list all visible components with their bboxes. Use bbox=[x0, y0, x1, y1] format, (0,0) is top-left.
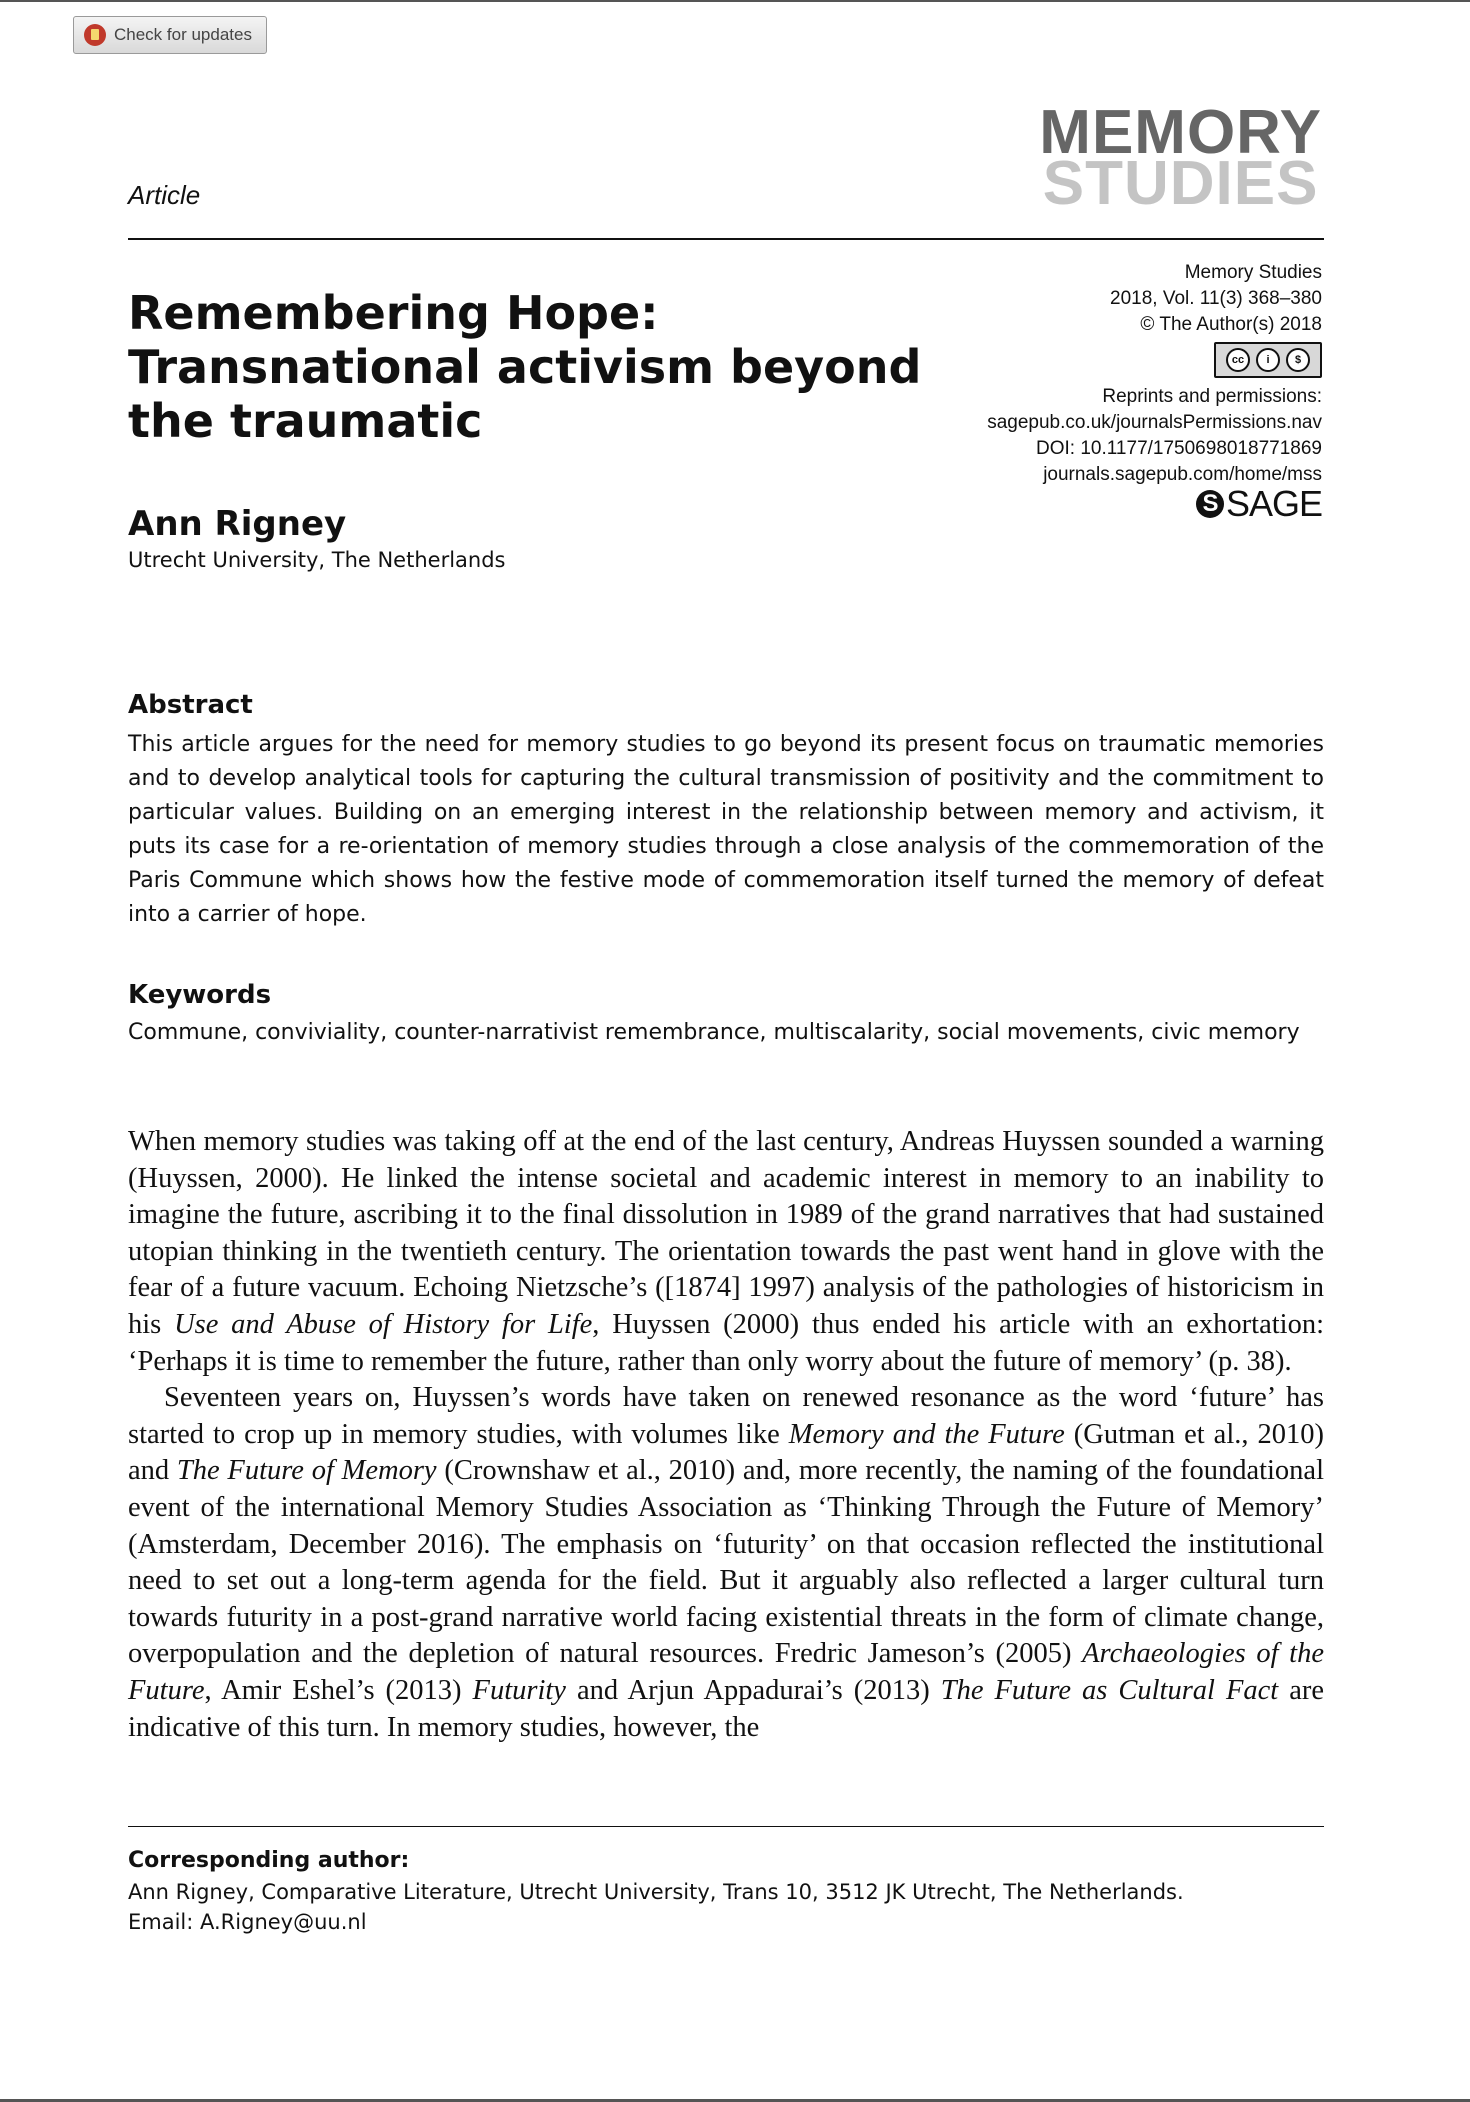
copyright: © The Author(s) 2018 bbox=[1140, 314, 1322, 335]
cc-icon: cc bbox=[1226, 348, 1250, 372]
article-title: Remembering Hope: Transnational activism beyond the traumatic bbox=[128, 286, 922, 448]
body-paragraph bbox=[128, 1380, 1324, 1746]
reprints-link[interactable]: sagepub.co.uk/journalsPermissions.nav bbox=[987, 412, 1322, 433]
article-type: Article bbox=[128, 180, 201, 210]
corresponding-address: Ann Rigney, Comparative Literature, Utrecht University, Trans 10, 3512 JK Utrecht, The Netherlands. bbox=[128, 1880, 1184, 1904]
top-border bbox=[0, 0, 1470, 2]
keywords-heading: Keywords bbox=[128, 980, 272, 1010]
author-affiliation: Utrecht University, The Netherlands bbox=[128, 548, 506, 572]
book-title: Memory and the Future bbox=[788, 1418, 1065, 1450]
journal-logo-line1: MEMORY bbox=[1039, 98, 1322, 167]
check-for-updates-label: Check for updates bbox=[114, 25, 252, 44]
creative-commons-license-icon[interactable] bbox=[1214, 342, 1322, 378]
journal-link[interactable]: journals.sagepub.com/home/mss bbox=[1043, 464, 1322, 485]
book-title: The Future of Memory bbox=[176, 1455, 437, 1487]
journal-name: Memory Studies bbox=[1184, 262, 1322, 283]
footnote-rule bbox=[128, 1826, 1324, 1827]
article-body bbox=[128, 1124, 1324, 1746]
body-text-run: , Amir Eshel’s (2013) bbox=[204, 1674, 473, 1706]
body-paragraph bbox=[128, 1124, 1324, 1380]
sage-logo-text: SAGE bbox=[1225, 483, 1322, 524]
book-title: Futurity bbox=[472, 1674, 566, 1706]
reprints-label: Reprints and permissions: bbox=[1102, 386, 1322, 407]
volume-info: 2018, Vol. 11(3) 368–380 bbox=[1110, 288, 1322, 309]
book-title: Archaeologies of the Future bbox=[128, 1638, 1324, 1706]
abstract-text: This article argues for the need for memory studies to go beyond its present focus on traumatic memories and to develop analytical tools for capturing the cultural transmission of positivity and the commitment to particular values. Building on an emerging interest in the relationship between memory and activism, it puts its case for a re-orientation of memory studies through a close analysis of the commemoration of the Paris Commune which shows how the festive mode of commemoration itself turned the memory of defeat into a carrier of hope. bbox=[128, 732, 1324, 927]
body-text-run: are indicative of this turn. In memory studies, however, the bbox=[128, 1674, 1324, 1743]
book-title: The Future as Cultural Fact bbox=[940, 1674, 1279, 1706]
sage-logo bbox=[1196, 483, 1322, 524]
corresponding-author-label: Corresponding author: bbox=[128, 1848, 410, 1873]
sage-mark-icon: S bbox=[1196, 490, 1224, 518]
body-text-run: (Crownshaw et al., 2010) and, more recently, the naming of the foundational event of the international Memory Studies Association as ‘Thinking Through the Future of Memory’ (Amsterdam, December 2016). The emphasis on ‘futurity’ on that occasion reflected the institutional need to set out a long-term agenda for the field. But it arguably also reflected a larger cultural turn towards futurity in a post-grand narrative world facing existential threats in the form of climate change, overpopulation and the depletion of natural resources. Fredric Jameson’s (2005) bbox=[128, 1455, 1324, 1670]
publication-meta bbox=[987, 260, 1322, 524]
journal-logo-line2: STUDIES bbox=[1042, 148, 1319, 218]
doi-link[interactable]: DOI: 10.1177/1750698018771869 bbox=[1036, 438, 1322, 459]
book-title: Use and Abuse of History for Life bbox=[174, 1308, 593, 1340]
body-text-run: (Gutman et al., 2010) and bbox=[128, 1418, 1324, 1487]
body-text-run: and Arjun Appadurai’s (2013) bbox=[565, 1674, 941, 1706]
keywords-text: Commune, conviviality, counter-narrativist remembrance, multiscalarity, social movements, civic memory bbox=[128, 1020, 1300, 1045]
body-text-run: Seventeen years on, Huyssen’s words have taken on renewed resonance as the word ‘future’ has started to crop up in memory studies, with volumes like bbox=[128, 1382, 1324, 1450]
author-name: Ann Rigney bbox=[128, 504, 347, 544]
corresponding-email[interactable]: Email: A.Rigney@uu.nl bbox=[128, 1910, 367, 1934]
check-for-updates-button[interactable] bbox=[73, 16, 267, 54]
crossmark-icon bbox=[84, 24, 106, 46]
abstract-heading: Abstract bbox=[128, 690, 253, 720]
body-text-run: , Huyssen (2000) thus ended his article with an exhortation: ‘Perhaps it is time to remember the future, rather than only worry about the future of memory’ (p. 38). bbox=[128, 1308, 1324, 1377]
by-icon: i bbox=[1256, 348, 1280, 372]
nc-icon: $ bbox=[1286, 348, 1310, 372]
header-rule bbox=[128, 238, 1324, 240]
journal-logo bbox=[1039, 98, 1322, 218]
body-text-run: When memory studies was taking off at the end of the last century, Andreas Huyssen sounded a warning (Huyssen, 2000). He linked the intense societal and academic interest in memory to an inability to imagine the future, ascribing it to the final dissolution in 1989 of the grand narratives that had sustained utopian thinking in the twentieth century. The orientation towards the past went hand in glove with the fear of a future vacuum. Echoing Nietzsche’s ([1874] 1997) analysis of the pathologies of historicism in his bbox=[128, 1126, 1324, 1340]
